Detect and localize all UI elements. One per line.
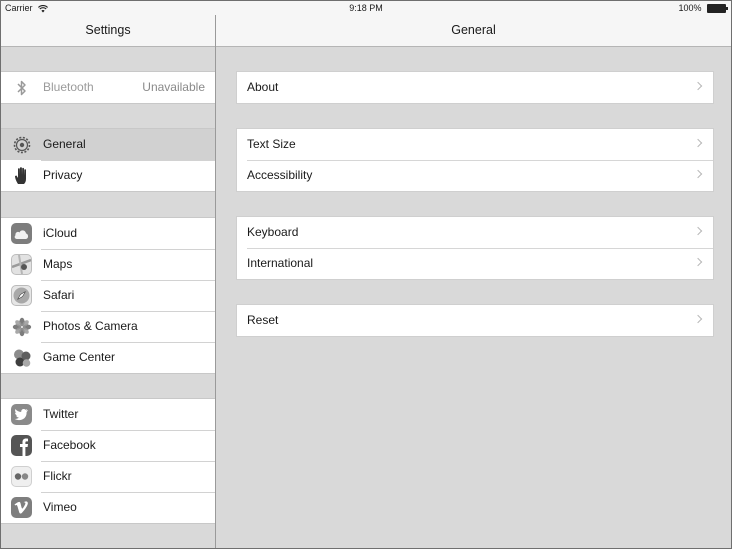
general-item-label: International: [247, 256, 314, 270]
photos-icon: [11, 316, 32, 337]
sidebar-item-vimeo[interactable]: [1, 492, 215, 523]
general-item-reset[interactable]: [237, 305, 713, 336]
sidebar-item-label: Game Center: [43, 350, 116, 364]
sidebar-item-privacy[interactable]: [1, 160, 215, 191]
status-bar: [1, 1, 731, 15]
twitter-icon: [11, 404, 32, 425]
sidebar-item-game-center[interactable]: [1, 342, 215, 373]
sidebar-item-label: Facebook: [43, 438, 96, 452]
hand-icon: [11, 165, 32, 186]
battery-percent: 100%: [678, 3, 702, 13]
settings-sidebar: [1, 15, 216, 548]
general-item-about[interactable]: [237, 72, 713, 103]
chevron-right-icon: [694, 227, 702, 235]
carrier-text: Carrier: [5, 3, 33, 13]
detail-group-reset: [236, 304, 714, 337]
sidebar-item-label: General: [43, 137, 86, 151]
general-item-label: Accessibility: [247, 168, 313, 182]
sidebar-item-label: Vimeo: [43, 500, 77, 514]
settings-group-general: [1, 128, 215, 192]
detail-group-display: [236, 128, 714, 192]
sidebar-item-label: Photos & Camera: [43, 319, 138, 333]
sidebar-item-label: Maps: [43, 257, 73, 271]
chevron-right-icon: [694, 258, 702, 266]
sidebar-navbar: [1, 15, 215, 47]
sidebar-item-label: Privacy: [43, 168, 83, 182]
sidebar-item-twitter[interactable]: [1, 399, 215, 430]
chevron-right-icon: [694, 315, 702, 323]
sidebar-item-label: iCloud: [43, 226, 78, 240]
general-item-international[interactable]: [237, 248, 713, 279]
general-item-keyboard[interactable]: [237, 217, 713, 248]
general-item-label: Keyboard: [247, 225, 299, 239]
sidebar-item-label: Safari: [43, 288, 75, 302]
sidebar-item-facebook[interactable]: [1, 430, 215, 461]
bluetooth-status: Unavailable: [142, 80, 205, 94]
general-item-label: About: [247, 80, 279, 94]
chevron-right-icon: [694, 139, 702, 147]
sidebar-item-photos-camera[interactable]: [1, 311, 215, 342]
general-item-label: Text Size: [247, 137, 296, 151]
gear-icon: [11, 134, 32, 155]
settings-group-connectivity: [1, 71, 215, 104]
battery-icon: [707, 4, 726, 13]
settings-group-social: [1, 398, 215, 524]
sidebar-title: Settings: [85, 23, 131, 37]
sidebar-item-label: Twitter: [43, 407, 79, 421]
chevron-right-icon: [694, 170, 702, 178]
sidebar-item-flickr[interactable]: [1, 461, 215, 492]
facebook-icon: [11, 435, 32, 456]
game-center-icon: [11, 347, 32, 368]
sidebar-item-label: Bluetooth: [43, 80, 94, 94]
detail-group-about: [236, 71, 714, 104]
compass-icon: [11, 285, 32, 306]
sidebar-item-bluetooth[interactable]: [1, 72, 215, 103]
sidebar-item-icloud[interactable]: [1, 218, 215, 249]
settings-group-apps: [1, 217, 215, 374]
cloud-icon: [11, 223, 32, 244]
sidebar-item-maps[interactable]: [1, 249, 215, 280]
detail-navbar: [216, 15, 731, 47]
general-item-text-size[interactable]: [237, 129, 713, 160]
sidebar-item-general[interactable]: [1, 129, 215, 160]
battery-indicator: [678, 1, 726, 15]
general-item-label: Reset: [247, 313, 279, 327]
sidebar-item-safari[interactable]: [1, 280, 215, 311]
bluetooth-icon: [11, 77, 32, 98]
detail-group-input: [236, 216, 714, 280]
clock: 9:18 PM: [349, 3, 383, 13]
detail-title: General: [451, 23, 496, 37]
chevron-right-icon: [694, 82, 702, 90]
sidebar-item-label: Flickr: [43, 469, 72, 483]
maps-icon: [11, 254, 32, 275]
general-detail-pane: [216, 15, 731, 548]
vimeo-icon: [11, 497, 32, 518]
flickr-icon: [11, 466, 32, 487]
general-item-accessibility[interactable]: [237, 160, 713, 191]
